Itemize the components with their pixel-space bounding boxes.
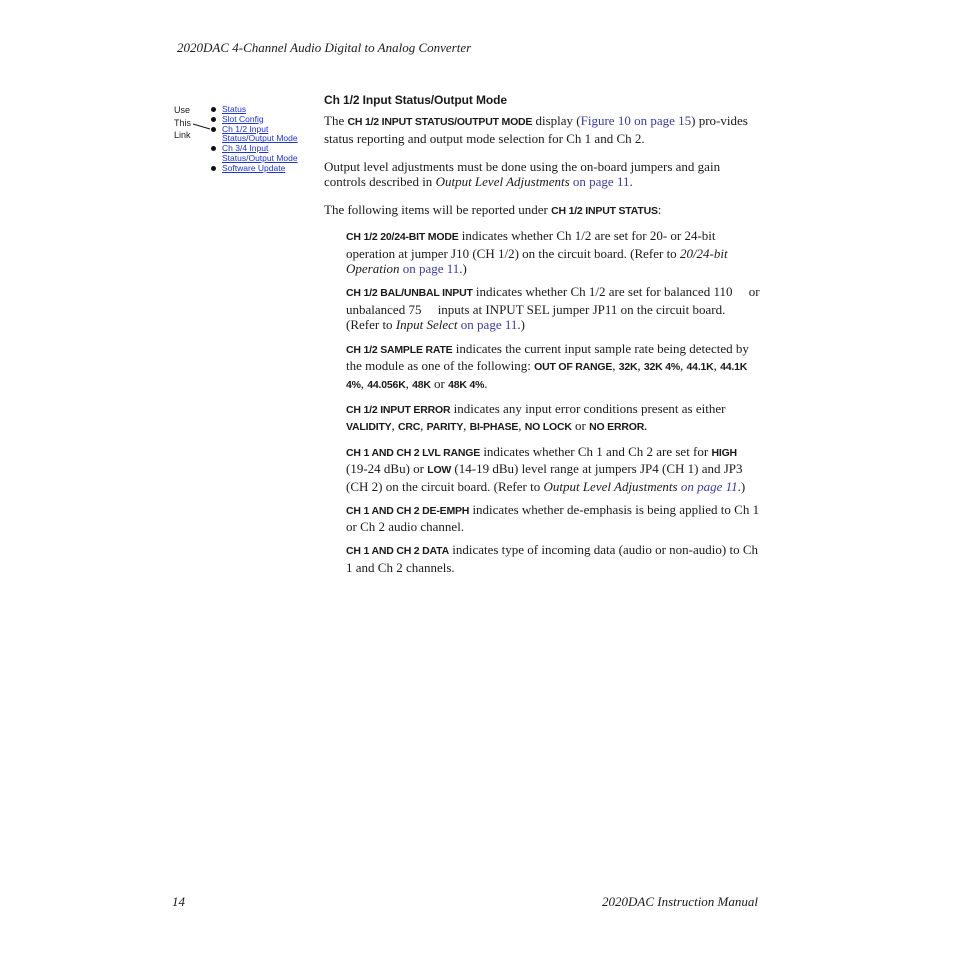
text: indicates whether Ch 1/2 are set for 20- or 24-bit operation at jumper J10 (CH 1/2) on the circuit board. (Refer to (346, 227, 716, 261)
text: indicates type of incoming data (audio or non-audio) to Ch 1 and Ch 2 channels. (346, 542, 759, 576)
keyword: CH 1/2 20/24-BIT MODE (346, 230, 459, 243)
option: BI-PHASE (469, 421, 519, 434)
option: 48K 4% (448, 378, 485, 391)
item-bit-mode (346, 228, 760, 277)
option: NO ERROR. (589, 421, 647, 434)
xref-title[interactable]: Input Select (395, 317, 458, 333)
text: or (571, 418, 590, 434)
bullet-icon (211, 117, 216, 122)
nav-hint-use: Use (174, 105, 191, 115)
nav-link-list (211, 105, 298, 174)
option: LOW (427, 464, 452, 477)
intro-paragraph (324, 113, 760, 146)
xref-title[interactable]: Output Level Adjustments (543, 478, 678, 494)
figure-link[interactable]: Figure 10 on page 15 (580, 113, 692, 128)
option: HIGH (711, 446, 737, 459)
page-link[interactable]: on page 11 (457, 317, 518, 333)
bullet-icon (211, 127, 216, 132)
nav-link-slot-config[interactable]: Slot Config (222, 113, 264, 124)
nav-hint-link: Link (174, 130, 191, 140)
item-data (346, 542, 760, 575)
text: .) (517, 317, 525, 333)
xref-title[interactable]: Output Level Adjustments (435, 174, 570, 190)
option: 44.056K (367, 378, 406, 391)
main-content (324, 93, 760, 583)
keyword: CH 1/2 INPUT ERROR (346, 403, 451, 416)
text: : (657, 202, 662, 218)
keyword: CH 1 AND CH 2 DATA (346, 545, 449, 558)
xref-title[interactable]: 20/24-bit Operation (346, 245, 728, 277)
text: .) (459, 261, 467, 277)
option: CRC (397, 421, 421, 434)
option: 32K (618, 361, 638, 374)
page-link[interactable]: on page 11 (677, 478, 738, 494)
text: indicates whether de-emphasis is being applied to Ch 1 or Ch 2 audio channel. (346, 501, 760, 535)
reported-items-intro (324, 202, 760, 220)
keyword: CH 1/2 INPUT STATUS/OUTPUT MODE (347, 116, 533, 128)
page-number: 14 (172, 894, 185, 909)
text: indicates whether Ch 1 and Ch 2 are set for (480, 443, 712, 459)
nav-link-ch34-line2[interactable]: Status/Output Mode (222, 152, 298, 163)
page-link[interactable]: on page 11 (569, 174, 630, 190)
nav-inset (174, 104, 314, 176)
keyword: CH 1/2 BAL/UNBAL INPUT (346, 287, 473, 300)
text: (14-19 dBu) level range at jumpers JP4 (CH 1) and JP3 (CH 2) on the circuit board. (Refer to (346, 461, 743, 494)
text: (19-24 dBu) or (346, 461, 428, 477)
running-header: 2020DAC 4-Channel Audio Digital to Analog Converter (177, 40, 472, 55)
text: indicates the current input sample rate being detected by the module as one of the following: (346, 340, 749, 374)
pointer-line-icon (193, 122, 213, 132)
option: NO LOCK (524, 421, 572, 434)
option: 48K (412, 378, 431, 391)
keyword: CH 1 AND CH 2 DE-EMPH (346, 504, 470, 517)
nav-link-ch12-line1[interactable]: Ch 1/2 Input (222, 123, 269, 134)
page-link[interactable]: on page 11 (399, 261, 460, 277)
bullet-icon (211, 166, 216, 171)
nav-hint (174, 104, 191, 142)
item-input-error: CH 1/2 INPUT ERROR indicates any input error conditions present as either VALIDITY, CRC, PARITY, BI-PHASE, NO LOCK or NO ERROR. (346, 400, 726, 434)
text: .) (737, 478, 746, 494)
nav-link-ch34-line1[interactable]: Ch 3/4 Input (222, 143, 269, 154)
nav-link-software-update[interactable]: Software Update (222, 162, 286, 173)
item-bal-unbal (346, 284, 760, 333)
nav-link-status[interactable]: Status (222, 104, 247, 114)
keyword: CH 1/2 INPUT STATUS (551, 205, 658, 218)
bullet-icon (211, 146, 216, 151)
section-title: Ch 1/2 Input Status/Output Mode (324, 93, 507, 107)
option: PARITY (426, 421, 464, 434)
text: ) pro-vides status reporting and output mode selection for Ch 1 and Ch 2. (324, 113, 748, 146)
manual-title: 2020DAC Instruction Manual (602, 894, 758, 909)
nav-link-ch12-line2[interactable]: Status/Output Mode (222, 133, 298, 144)
output-level-paragraph (324, 159, 760, 190)
option: VALIDITY (346, 421, 392, 434)
text: . (484, 375, 488, 391)
nav-item-software-update[interactable] (211, 164, 298, 174)
keyword: CH 1 AND CH 2 LVL RANGE (346, 446, 481, 459)
item-sample-rate: CH 1/2 SAMPLE RATE indicates the current input sample rate being detected by the module as one of the following: OUT OF RANGE, 32K, 32K 4%, 44.1K, 44.1K 4%, 44.056K, 48K or 48K 4%. (346, 340, 749, 391)
text: The following items will be reported under (324, 202, 552, 218)
nav-item-ch34-input-status[interactable] (211, 144, 298, 164)
nav-item-ch12-input-status[interactable] (211, 125, 298, 145)
item-de-emph (346, 502, 760, 535)
option: 32K 4% (643, 361, 681, 374)
text: or (430, 375, 449, 391)
text: Output level adjustments must be done using the on-board jumpers and gain controls described in (324, 158, 721, 190)
option: OUT OF RANGE (534, 361, 613, 374)
keyword: CH 1/2 SAMPLE RATE (346, 343, 453, 356)
nav-hint-this: This (174, 117, 192, 128)
text: . (629, 174, 633, 190)
option: 44.1K (686, 361, 714, 374)
option: 44.1K 4% (346, 361, 748, 391)
bullet-icon (211, 107, 216, 112)
text: indicates whether Ch 1/2 are set for balanced 110 or unbalanced 75 inputs at INPUT SEL jumper JP11 on the circuit board. (Refer to (346, 284, 760, 333)
text: The (324, 113, 348, 128)
text: display ( (532, 113, 581, 128)
text: indicates any input error conditions present as either (450, 400, 726, 416)
item-lvl-range (346, 444, 760, 495)
